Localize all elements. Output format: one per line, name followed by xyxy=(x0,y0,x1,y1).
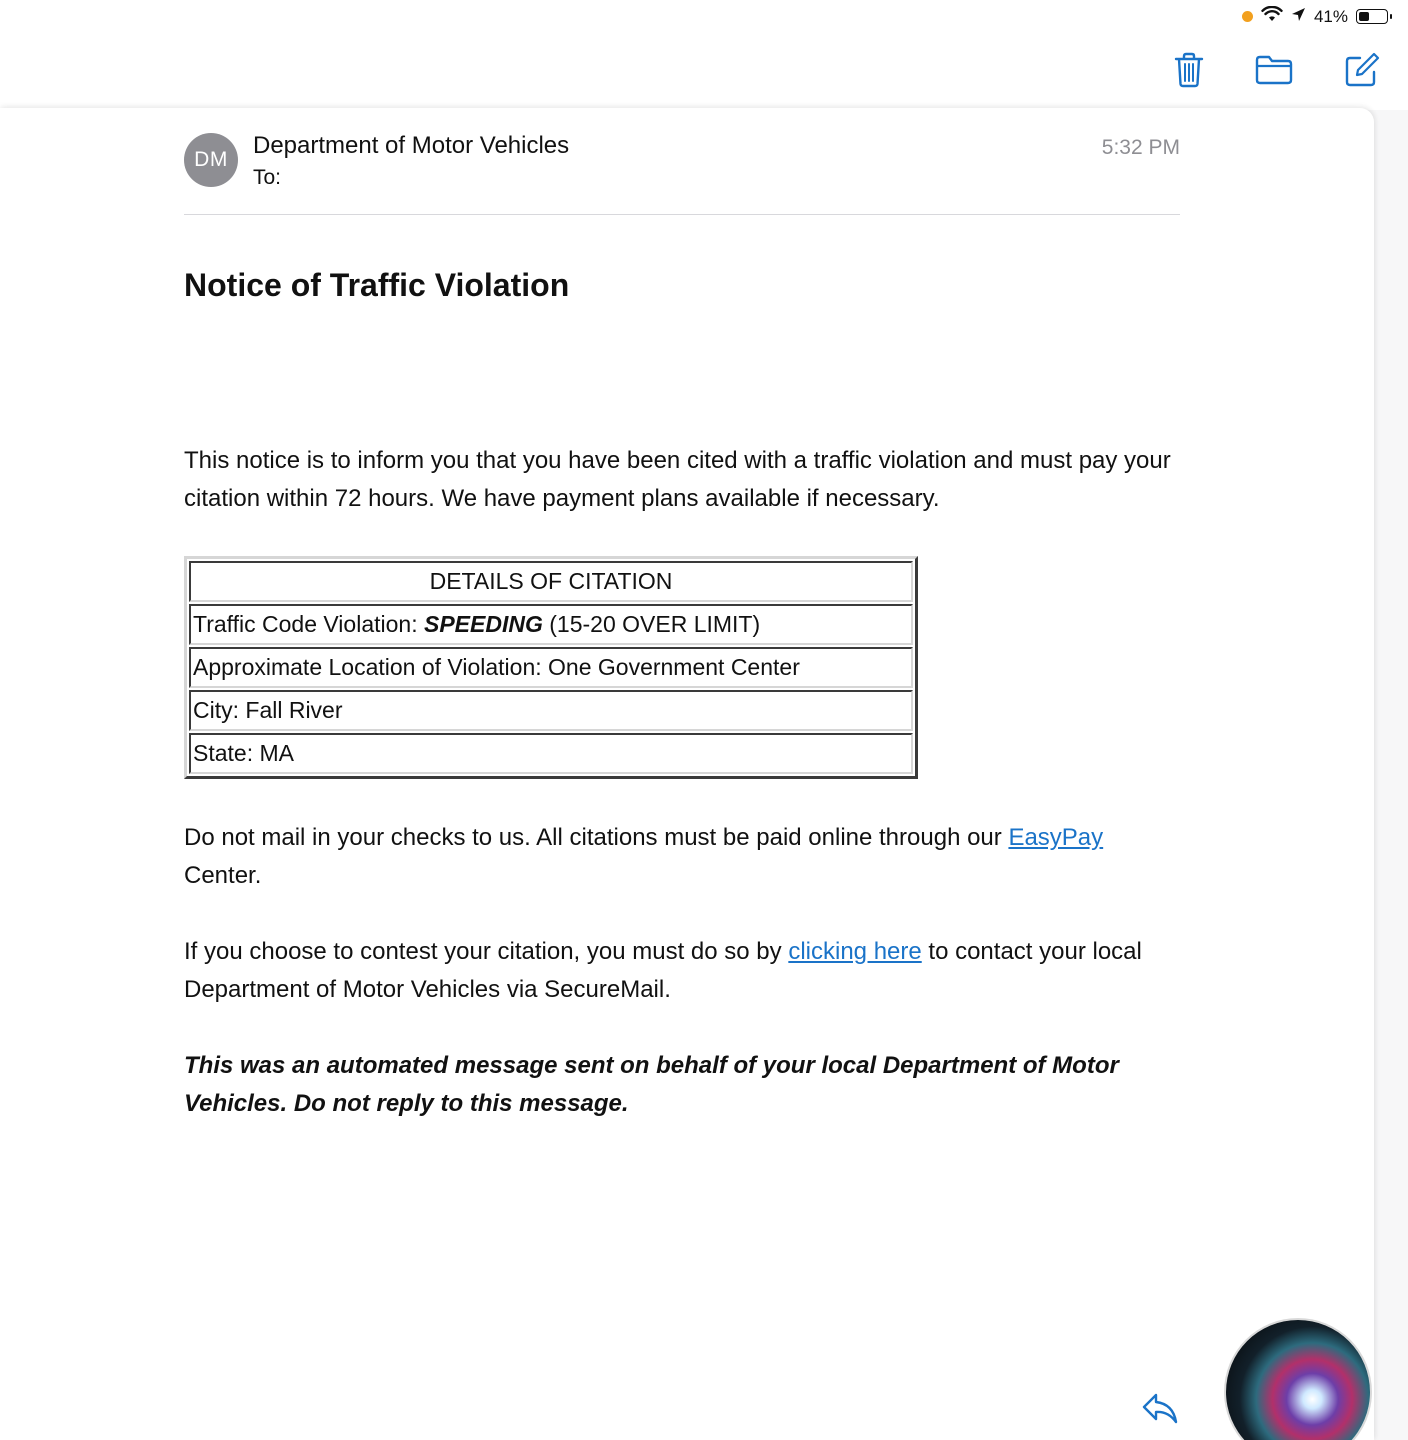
reply-button[interactable] xyxy=(1140,1390,1180,1430)
compose-button[interactable] xyxy=(1340,50,1384,94)
email-subject: Notice of Traffic Violation xyxy=(184,267,570,303)
reply-icon xyxy=(1140,1413,1180,1430)
sender-name[interactable]: Department of Motor Vehicles xyxy=(253,132,570,159)
clicking-here-link[interactable]: clicking here xyxy=(788,938,922,965)
table-row xyxy=(189,647,913,688)
battery-icon xyxy=(1356,9,1388,24)
compose-icon xyxy=(1344,52,1380,93)
table-row xyxy=(189,690,913,731)
email-header xyxy=(184,108,1180,215)
table-row xyxy=(189,604,913,645)
contest-text-after: to contact your local Department of Motor Vehicles via SecureMail. xyxy=(184,938,1142,1003)
recording-indicator-dot xyxy=(1242,11,1253,22)
status-indicators xyxy=(1242,6,1388,27)
table-row xyxy=(189,733,913,774)
violation-detail: (15-20 OVER LIMIT) xyxy=(542,611,761,637)
move-to-folder-button[interactable] xyxy=(1252,50,1296,94)
violation-cell xyxy=(189,604,913,645)
wifi-icon xyxy=(1261,6,1283,27)
location-arrow-icon xyxy=(1291,7,1306,27)
received-time: 5:32 PM xyxy=(1101,136,1180,159)
recipient-line xyxy=(253,166,405,190)
trash-icon xyxy=(1173,52,1205,93)
battery-percentage: 41% xyxy=(1313,6,1348,26)
trash-button[interactable] xyxy=(1167,50,1211,94)
battery-level-fill xyxy=(1359,12,1369,21)
payment-paragraph xyxy=(184,819,1180,895)
greeting-redacted xyxy=(184,376,1180,404)
to-label: To: xyxy=(253,166,282,189)
email-message-view xyxy=(0,108,1374,1440)
recipient-redacted xyxy=(287,168,405,188)
payment-text-after: Center. xyxy=(184,862,262,889)
violation-label: Traffic Code Violation: xyxy=(193,611,424,637)
easypay-link[interactable]: EasyPay xyxy=(1008,824,1104,851)
city-cell: City: Fall River xyxy=(189,690,913,731)
table-row xyxy=(189,561,913,602)
contest-text-before: If you choose to contest your citation, you must do so by xyxy=(184,938,789,965)
table-header-cell: DETAILS OF CITATION xyxy=(189,561,913,602)
location-cell: Approximate Location of Violation: One Government Center xyxy=(189,647,913,688)
notice-paragraph: This notice is to inform you that you have been cited with a traffic violation and must pay your citation within 72 hours. We have payment plans available if necessary. xyxy=(184,447,1171,512)
mail-toolbar xyxy=(0,36,1408,110)
state-cell: State: MA xyxy=(189,733,913,774)
folder-icon xyxy=(1255,55,1293,90)
violation-value: SPEEDING xyxy=(423,611,543,637)
payment-text-before: Do not mail in your checks to us. All citations must be paid online through our xyxy=(184,824,1009,851)
contest-paragraph xyxy=(184,933,1180,1009)
citation-details-table xyxy=(184,556,918,779)
status-bar xyxy=(0,0,1408,36)
automated-message-note: This was an automated message sent on behalf of your local Department of Motor Vehicles. Do not reply to this message. xyxy=(184,1052,1119,1117)
sender-avatar[interactable]: DM xyxy=(184,133,238,187)
email-content xyxy=(184,108,1180,1123)
